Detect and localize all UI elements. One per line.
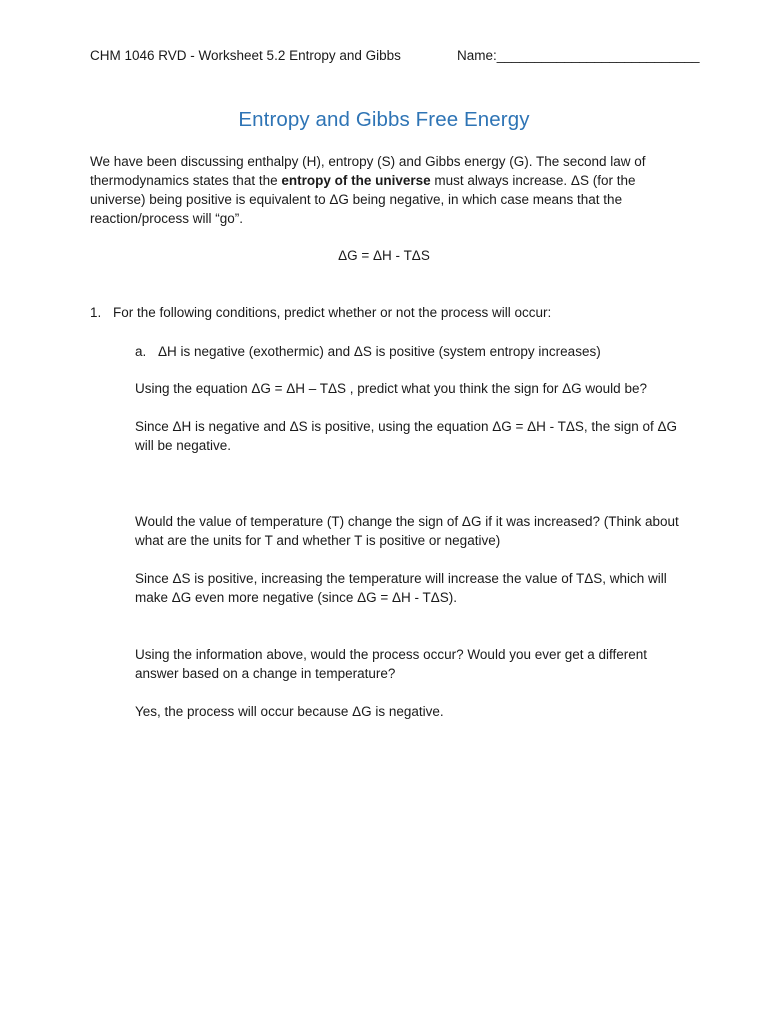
intro-text-2: must always increase. ΔS (for the universe) being positive is equivalent to ΔG being negative, in which case means that the reaction/process will “go”. (90, 173, 636, 226)
intro-bold-text: entropy of the universe (281, 173, 431, 188)
name-field-label: Name:___________________________ (457, 48, 700, 63)
question-text: For the following conditions, predict whether or not the process will occur: (113, 305, 552, 320)
intro-paragraph (90, 152, 680, 228)
sub-question-letter: a. (135, 344, 147, 359)
answer-process-occur: Yes, the process will occur because ΔG is negative. (135, 704, 444, 719)
answer-temperature-effect: Since ΔS is positive, increasing the temperature will increase the value of TΔS, which will make ΔG even more negative (since ΔG = ΔH - TΔS). (135, 571, 667, 605)
course-title: CHM 1046 RVD - Worksheet 5.2 Entropy and Gibbs (90, 48, 401, 63)
gibbs-equation: ΔG = ΔH - TΔS (338, 248, 430, 263)
intro-text-1: We have been discussing enthalpy (H), entropy (S) and Gibbs energy (G). The second law of thermodynamics states that the (90, 154, 646, 188)
sub-question-text: ΔH is negative (exothermic) and ΔS is positive (system entropy increases) (158, 344, 601, 359)
document-title: Entropy and Gibbs Free Energy (238, 108, 530, 131)
answer-sign-of-dg: Since ΔH is negative and ΔS is positive, using the equation ΔG = ΔH - TΔS, the sign of ΔG will be negative. (135, 419, 677, 453)
prompt-temperature-effect: Would the value of temperature (T) change the sign of ΔG if it was increased? (Think about what are the units for T and whether T is positive or negative) (135, 514, 679, 548)
question-number: 1. (90, 305, 102, 320)
prompt-process-occur: Using the information above, would the process occur? Would you ever get a different answer based on a change in temperature? (135, 647, 648, 681)
prompt-sign-of-dg: Using the equation ΔG = ΔH – TΔS , predict what you think the sign for ΔG would be? (135, 381, 647, 396)
